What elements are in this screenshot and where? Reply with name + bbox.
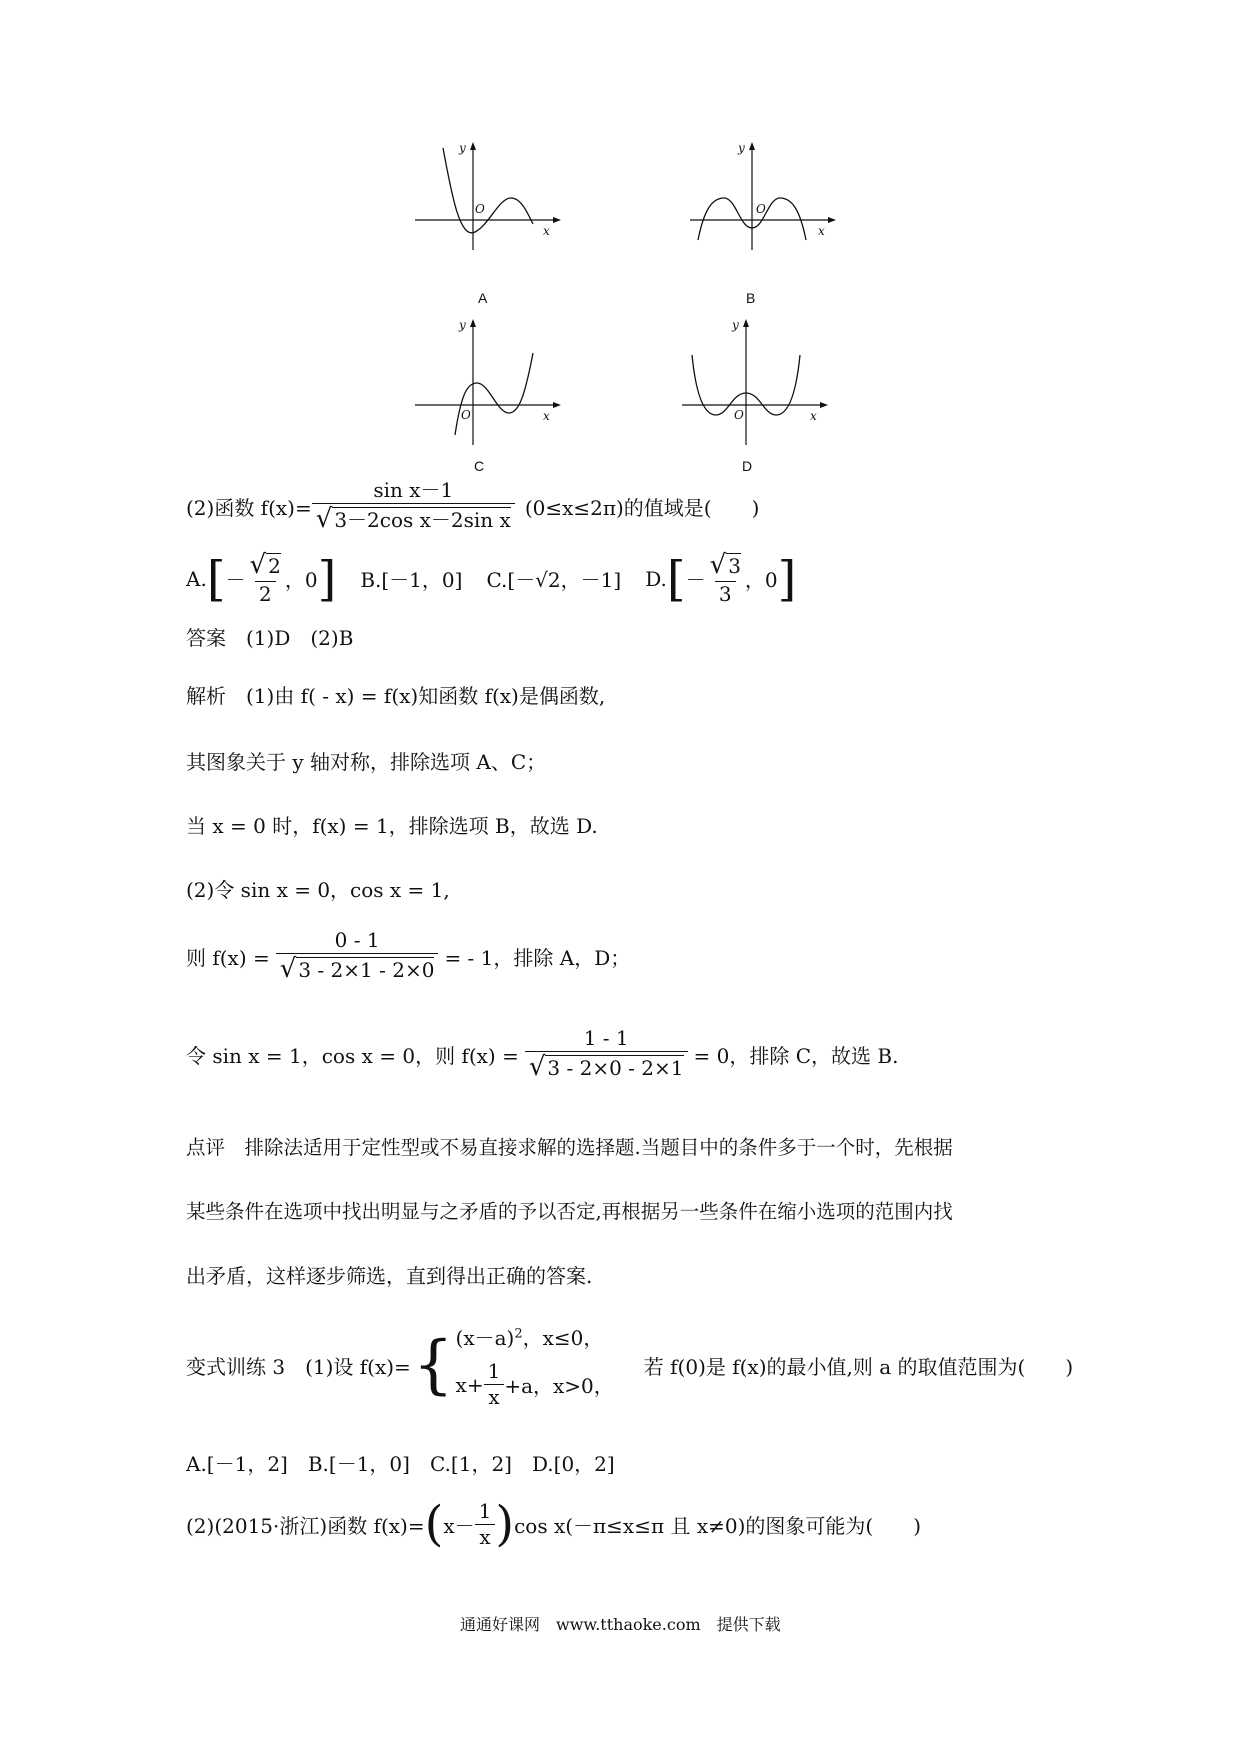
svg-text:x: x	[818, 224, 825, 238]
analysis-6-pre: 令 sin x = 1，cos x = 0，则 f(x) =	[186, 1044, 519, 1069]
analysis-line-5	[186, 930, 630, 983]
graph-d-caption: D	[742, 458, 753, 474]
left-bracket-icon: [	[206, 550, 226, 607]
option-a-label: A.	[186, 566, 207, 591]
option-d-label: D.	[645, 566, 667, 591]
left-brace-icon: {	[412, 1328, 454, 1402]
graph-b	[690, 140, 840, 250]
svg-text:x: x	[543, 409, 550, 423]
q2-fraction	[312, 480, 515, 533]
analysis-line-6	[186, 1028, 898, 1081]
graph-a	[415, 140, 565, 250]
option-a-tail: ，0	[284, 568, 318, 593]
analysis-line-4: (2)令 sin x = 0，cos x = 1,	[186, 878, 450, 902]
sqrt-icon: √	[249, 550, 267, 580]
options-row: A. [ － $\frac{√ 2}{2}$ ，0 ] B.[－1，0] C.[－√2，－1] D. [ － $\frac{√ 3}{3}$ ，0 ]	[186, 550, 797, 607]
analysis-5-pre: 则 f(x) =	[186, 946, 270, 971]
analysis-5-den: 3 - 2×1 - 2×0	[298, 958, 435, 982]
q2-prefix: (2)函数 f(x)=	[186, 496, 312, 521]
option-a-fraction	[246, 552, 285, 605]
svg-text:O: O	[461, 408, 471, 422]
analysis-6-fraction	[525, 1028, 688, 1081]
left-paren-icon: (	[424, 1496, 444, 1552]
analysis-line-2: 其图象关于 y 轴对称，排除选项 A、C；	[186, 750, 547, 774]
option-a-den: 2	[255, 581, 276, 605]
svg-text:y: y	[459, 318, 466, 332]
svg-text:y: y	[459, 141, 466, 155]
analysis-6-den: 3 - 2×0 - 2×1	[547, 1056, 684, 1080]
graph-c	[415, 315, 565, 445]
q2-numerator: sin x－1	[373, 478, 454, 502]
analysis-5-num: 0 - 1	[334, 928, 380, 952]
exercise-2: (2)(2015·浙江)函数 f(x)= ( x－ $\frac{1}{x}$ ) cos x(－π≤x≤π 且 x≠0)的图象可能为( )	[186, 1496, 921, 1552]
left-bracket-icon: [	[666, 550, 686, 607]
option-b: B.[－1，0]	[360, 568, 463, 593]
comment-line-1: 点评 排除法适用于定性型或不易直接求解的选择题.当题目中的条件多于一个时，先根据	[186, 1136, 953, 1159]
svg-text:y: y	[732, 318, 739, 332]
option-d-fraction	[706, 552, 745, 605]
option-c: C.[－√2，－1]	[486, 568, 622, 593]
svg-text:x: x	[810, 409, 817, 423]
q2-denominator: 3－2cos x－2sin x	[334, 508, 511, 532]
question-2	[186, 480, 759, 533]
analysis-6-post: = 0，排除 C，故选 B.	[693, 1044, 899, 1069]
comment-line-3: 出矛盾，这样逐步筛选，直到得出正确的答案.	[186, 1264, 593, 1288]
option-d-tail: ，0	[744, 568, 778, 593]
analysis-line-1: 解析 (1)由 f( - x) = f(x)知函数 f(x)是偶函数,	[186, 684, 606, 708]
graph-a-caption: A	[478, 290, 488, 306]
exercise-label: 变式训练 3 (1)设 f(x)=	[186, 1354, 411, 1379]
svg-text:O: O	[734, 408, 744, 422]
right-bracket-icon: ]	[317, 550, 337, 607]
option-a-num: 2	[268, 554, 281, 578]
piecewise-cases	[456, 1322, 614, 1408]
exercise-tail: 若 f(0)是 f(x)的最小值,则 a 的取值范围为( )	[643, 1354, 1074, 1379]
analysis-5-post: = - 1，排除 A，D；	[444, 946, 631, 971]
graph-b-caption: B	[746, 290, 756, 306]
svg-text:O: O	[756, 202, 766, 216]
option-d-den: 3	[715, 581, 736, 605]
q2-suffix: (0≤x≤2π)的值域是( )	[524, 496, 760, 521]
sqrt-icon: √	[709, 550, 727, 580]
exercise-options: A.[－1，2] B.[－1，0] C.[1，2] D.[0，2]	[186, 1452, 615, 1476]
svg-text:x: x	[543, 224, 550, 238]
svg-text:y: y	[738, 141, 745, 155]
option-d-num: 3	[728, 554, 741, 578]
exercise-1	[186, 1322, 1073, 1408]
svg-text:O: O	[475, 202, 485, 216]
sqrt-icon: √	[279, 954, 297, 984]
graph-d	[682, 315, 832, 445]
analysis-5-fraction	[276, 930, 439, 983]
graph-c-caption: C	[474, 458, 485, 474]
analysis-6-num: 1 - 1	[583, 1026, 629, 1050]
case-1: $(x-a)^2$，x≤0，	[455, 1326, 604, 1350]
right-bracket-icon: ]	[777, 550, 797, 607]
answer-line: 答案 (1)D (2)B	[186, 626, 354, 650]
page-footer: 通通好课网 www.tthaoke.com 提供下载	[460, 1615, 781, 1634]
analysis-line-3: 当 x = 0 时，f(x) = 1，排除选项 B，故选 D.	[186, 814, 598, 838]
right-paren-icon: )	[495, 1496, 515, 1552]
sqrt-icon: √	[315, 504, 333, 534]
case-2: x+ $\frac{1}{x}$ +a，x>0，	[455, 1359, 614, 1409]
sqrt-icon: √	[528, 1052, 546, 1082]
comment-line-2: 某些条件在选项中找出明显与之矛盾的予以否定,再根据另一些条件在缩小选项的范围内找	[186, 1200, 953, 1223]
